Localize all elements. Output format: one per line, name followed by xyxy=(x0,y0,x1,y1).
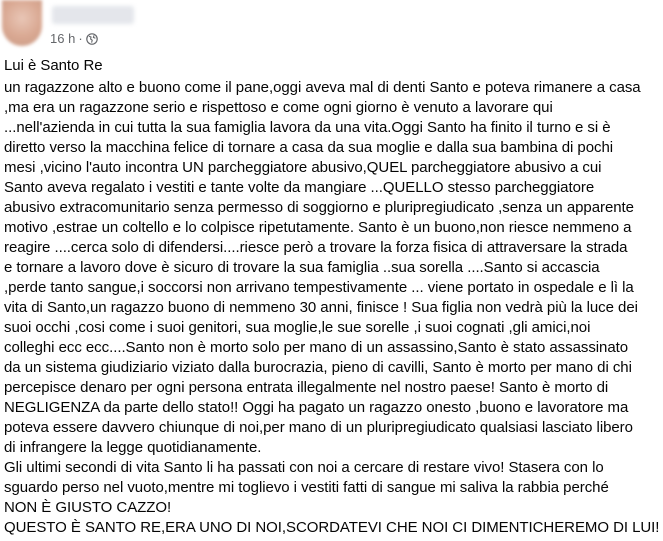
avatar[interactable] xyxy=(2,0,42,46)
post-line: mesi ,vicino l'auto incontra UN parcheggiatore abusivo,QUEL parcheggiatore abusivo a cui xyxy=(4,159,602,176)
post-line: da un sistema giudiziario viziato dalla burocrazia, pieno di cavilli, Santo è morto per mano di chi xyxy=(4,359,632,376)
post-line-last xyxy=(4,518,660,538)
post-line: sguardo perso nel vuoto,mentre mi toglievo i vestiti fatti di sangue mi saliva la rabbia perché xyxy=(4,479,609,496)
post-line: suoi occhi ,cosi come i suoi genitori, sua moglie,le sue sorelle ,i suoi cognati ,gli amici,noi xyxy=(4,319,591,336)
post-line: ,ma era un ragazzone serio e rispettoso e come ogni giorno è venuto a lavorare qui xyxy=(4,99,553,116)
post-meta xyxy=(50,31,98,46)
post-line: Lui è Santo Re xyxy=(4,57,103,74)
post-line: e tornare a lavoro dove è sicuro di trovare la sua famiglia ..sua sorella ....Santo si accascia xyxy=(4,259,600,276)
post-line: percepisce denaro per ogni persona entrata illegalmente nel nostro paese! Santo è morto di xyxy=(4,379,609,396)
post-line: NON È GIUSTO CAZZO! xyxy=(4,499,172,516)
post-line: reagire ....cerca solo di difendersi....riesce però a trovare la forza fisica di attraversare la strada xyxy=(4,239,628,256)
post-line: poteva essere davvero chiunque di noi,per mano di un pluripregiudicato qualsiasi lasciato libero xyxy=(4,419,633,436)
post-line: abusivo extracomunitario senza permesso di soggiorno e pluripregiudicato ,senza un apparente xyxy=(4,199,634,216)
meta-separator: · xyxy=(78,31,83,46)
post-body xyxy=(4,56,660,538)
post-line: di infrangere la legge quotidianamente. xyxy=(4,439,262,456)
post-line: Santo aveva regalato i vestiti e tante volte da mangiare ...QUELLO stesso parcheggiatore xyxy=(4,179,595,196)
post-line: Gli ultimi secondi di vita Santo li ha passati con noi a cercare di restare vivo! Stasera con lo xyxy=(4,459,604,476)
author-name[interactable] xyxy=(52,6,134,24)
post-line: un ragazzone alto e buono come il pane,oggi aveva mal di denti Santo e poteva rimanere a casa xyxy=(4,79,641,96)
post-line: ,perde tanto sangue,i soccorsi non arrivano tempestivamente ... viene portato in ospedale e lì la xyxy=(4,279,634,296)
post-line: diretto verso la macchina felice di tornare a casa da sua moglie e dalla sua bambina di pochi xyxy=(4,139,614,156)
globe-icon[interactable] xyxy=(86,33,98,45)
post-line: motivo ,estrae un coltello e lo colpisce ripetutamente. Santo è un buono,non riesce nemmeno a xyxy=(4,219,632,236)
post-line: vita di Santo,un ragazzo buono di nemmeno 30 anni, finisce ! Sua figlia non vedrà più la luce dei xyxy=(4,299,638,316)
post-line-text: QUESTO È SANTO RE,ERA UNO DI NOI,SCORDATEVI CHE NOI CI DIMENTICHEREMO DI LUI! xyxy=(4,519,660,536)
post-line: ...nell'azienda in cui tutta la sua famiglia lavora da una vita.Oggi Santo ha finito il turno e si è xyxy=(4,119,611,136)
post-timestamp[interactable]: 16 h xyxy=(50,31,76,46)
post-line: NEGLIGENZA da parte dello stato!! Oggi ha pagato un ragazzo onesto ,buono e lavoratore ma xyxy=(4,399,629,416)
post-header xyxy=(0,0,663,56)
post-line: colleghi ecc ecc....Santo non è morto solo per mano di un assassino,Santo è stato assassinato xyxy=(4,339,629,356)
